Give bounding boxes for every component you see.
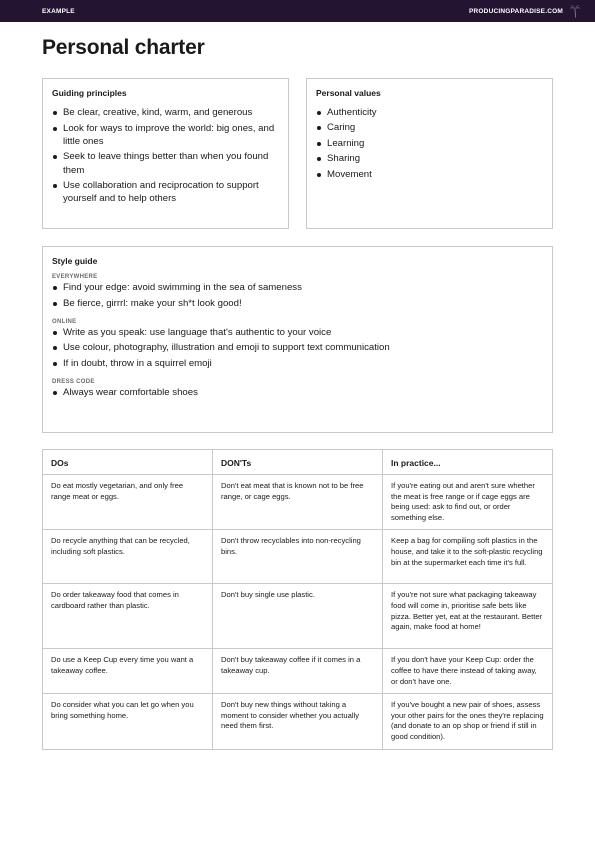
column-header-donts: DON'Ts [213,450,383,475]
list-item: Use colour, photography, illustration and emoji to support text communication [52,341,543,354]
section-heading: ONLINE [52,318,77,325]
list-item: Be clear, creative, kind, warm, and generous [52,106,279,119]
example-label: EXAMPLE [42,7,75,15]
table-cell: If you're eating out and aren't sure whether the meat is free range or if cage eggs are being used: ask to find out, or order something else. [383,475,553,530]
guiding-principles-title: Guiding principles [52,88,127,98]
list-item: Be fierce, girrrl: make your sh*t look good! [52,297,543,310]
list-item: Use collaboration and reciprocation to support yourself and to help others [52,179,279,205]
style-section-dress-code [52,379,543,399]
dos-donts-table [42,449,553,750]
personal-values-list [316,106,543,181]
section-heading: DRESS CODE [52,379,95,386]
style-list [52,326,543,370]
table-cell: Do order takeaway food that comes in cardboard rather than plastic. [43,584,213,649]
guiding-principles-list [52,106,279,206]
site-url[interactable]: PRODUCINGPARADISE.COM [468,7,563,15]
table-row [43,694,553,749]
list-item: Look for ways to improve the world: big ones, and little ones [52,122,279,148]
table-cell: Do eat mostly vegetarian, and only free range meat or eggs. [43,475,213,530]
table-cell: If you've bought a new pair of shoes, assess your other pairs for the ones they're replacing (and donate to an op shop or friend if still in good condition). [383,694,553,749]
section-heading: EVERYWHERE [52,274,98,280]
table-row [43,649,553,694]
list-item: Authenticity [316,106,543,119]
personal-values-box [306,78,553,229]
style-guide-title: Style guide [52,256,98,266]
list-item: Learning [316,137,543,150]
column-header-dos: DOs [43,450,213,475]
list-item: Sharing [316,152,543,165]
list-item: Write as you speak: use language that's authentic to your voice [52,326,543,339]
table-header-row [43,450,553,475]
table-cell: Do consider what you can let go when you bring something home. [43,694,213,749]
table-row [43,530,553,584]
banner-right [469,4,581,18]
table-cell: If you don't have your Keep Cup: order the coffee to have there instead of taking away, or don't have one. [383,649,553,694]
personal-values-title: Personal values [316,88,381,98]
table-row [43,584,553,649]
table-cell: Don't buy new things without taking a moment to consider whether you actually need them first. [213,694,383,749]
table-cell: Keep a bag for compiling soft plastics in the house, and take it to the soft-plastic recycling bin at the supermarket each time it's full. [383,530,553,584]
table-cell: Don't buy takeaway coffee if it comes in a takeaway cup. [213,649,383,694]
column-header-in-practice: In practice... [383,450,553,475]
table-cell: Don't throw recyclables into non-recycling bins. [213,530,383,584]
table-cell: Don't buy single use plastic. [213,584,383,649]
guiding-principles-box [42,78,289,229]
list-item: Movement [316,168,543,181]
page-title: Personal charter [42,36,205,59]
style-list [52,281,543,310]
table-cell: If you're not sure what packaging takeaway food will come in, prioritise safe bets like pizza. Better yet, eat at the restaurant. Better again, make food at home! [383,584,553,649]
list-item: Caring [316,121,543,134]
table-cell: Don't eat meat that is known not to be free range, or cage eggs. [213,475,383,530]
list-item: Seek to leave things better than when you found them [52,150,279,176]
style-section-online [52,319,543,370]
top-banner [0,0,595,22]
list-item: Always wear comfortable shoes [52,386,543,399]
table-row [43,475,553,530]
table-cell: Do recycle anything that can be recycled, including soft plastics. [43,530,213,584]
style-list [52,386,543,399]
list-item: If in doubt, throw in a squirrel emoji [52,357,543,370]
style-guide-box [42,246,553,433]
palm-tree-icon [569,4,581,18]
style-section-everywhere [52,274,543,310]
list-item: Find your edge: avoid swimming in the sea of sameness [52,281,543,294]
table-cell: Do use a Keep Cup every time you want a takeaway coffee. [43,649,213,694]
